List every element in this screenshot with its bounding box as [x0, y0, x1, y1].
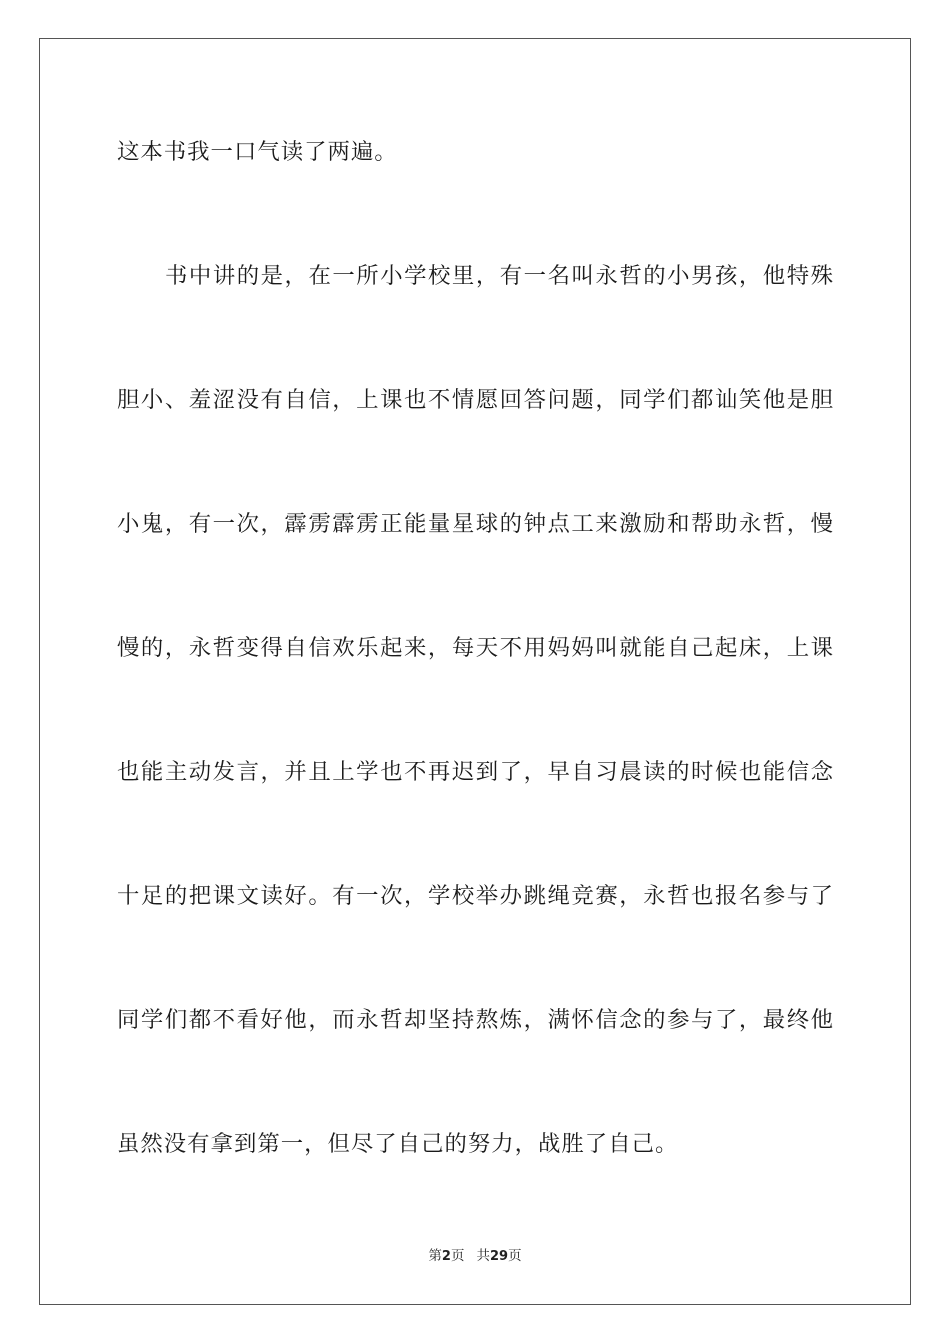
page-prefix: 第	[428, 1248, 442, 1264]
paragraph-2-line-1: 书中讲的是，在一所小学校里，有一名叫永哲的小男孩，他特殊	[165, 263, 833, 289]
paragraph-2-line-6: 十足的把课文读好。有一次，学校举办跳绳竞赛，永哲也报名参与了	[117, 883, 833, 909]
paragraph-2-line-2: 胆小、羞涩没有自信，上课也不情愿回答问题，同学们都讪笑他是胆	[117, 387, 833, 413]
total-prefix: 共	[476, 1248, 490, 1264]
paragraph-2-line-3: 小鬼，有一次，霹雳霹雳正能量星球的钟点工来激励和帮助永哲，慢	[117, 511, 833, 537]
paragraph-2-line-4: 慢的，永哲变得自信欢乐起来，每天不用妈妈叫就能自己起床，上课	[117, 635, 833, 661]
page-footer	[0, 1247, 950, 1266]
total-pages: 29	[489, 1249, 509, 1264]
paragraph-2-line-5: 也能主动发言，并且上学也不再迟到了，早自习晨读的时候也能信念	[117, 759, 833, 785]
paragraph-2-line-8: 虽然没有拿到第一，但尽了自己的努力，战胜了自己。	[117, 1131, 679, 1157]
page-suffix: 页	[450, 1248, 465, 1264]
page-border	[39, 38, 911, 1305]
page-number: 2	[441, 1249, 451, 1264]
paragraph-2-line-7: 同学们都不看好他，而永哲却坚持熬炼，满怀信念的参与了，最终他	[117, 1007, 833, 1033]
total-suffix: 页	[508, 1248, 522, 1264]
paragraph-1-line-1: 这本书我一口气读了两遍。	[117, 139, 398, 165]
